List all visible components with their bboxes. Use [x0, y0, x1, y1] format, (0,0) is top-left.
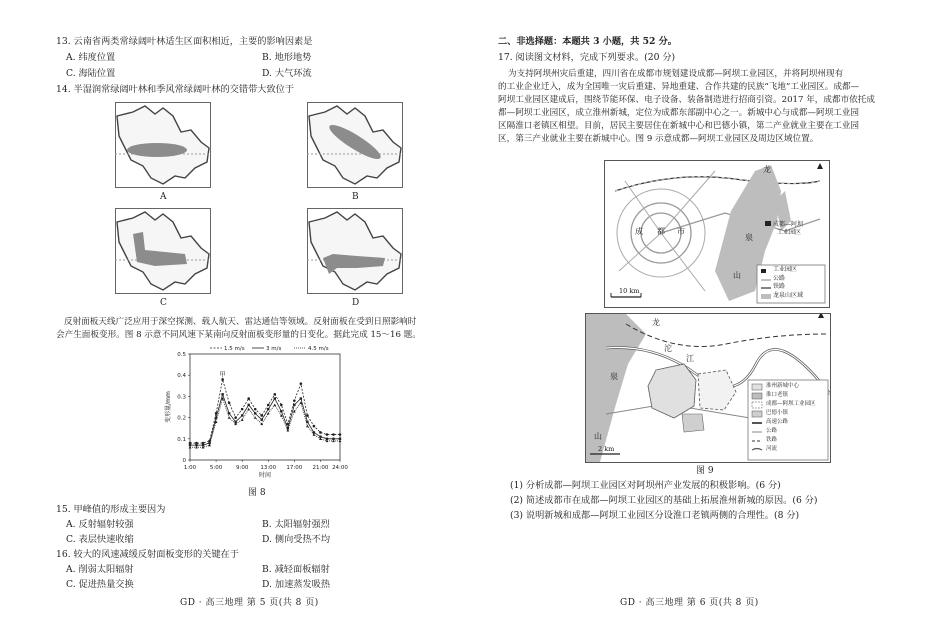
y-tick-label: 0.5 [177, 352, 186, 358]
data-point [254, 412, 256, 414]
map2-mountain-3: 山 [594, 432, 602, 441]
legend-label-1: 3 m/s [266, 346, 282, 352]
figure8-chart [160, 342, 350, 482]
data-point [234, 416, 237, 419]
annotation-jia: 甲 [219, 370, 226, 379]
q16-option-a: A. 削弱太阳辐射 [66, 564, 134, 575]
section-title: 二、非选择题：本题共 3 小题，共 52 分。 [498, 36, 677, 47]
map1-mountain-2: 泉 [745, 233, 753, 242]
x-axis-label: 时间 [258, 472, 272, 479]
intro-line-2: 会产生面板变形。图 8 示意不同风速下某南向反射面板变形量的日变化。据此完成 15～16 题。 [56, 330, 421, 340]
intro-line-1: 反射面板天线广泛应用于深空探测、载人航天、雷达通信等领域。反射面板在受到日照影响时 [64, 317, 417, 327]
data-point [300, 382, 303, 385]
x-tick-label: 21:00 [312, 465, 329, 471]
y-tick-label: 0.2 [177, 415, 186, 422]
data-point [293, 404, 295, 406]
q13-option-d: D. 大气环流 [262, 68, 312, 79]
map2-river-2: 江 [686, 354, 694, 363]
y-tick-label: 0.1 [177, 436, 186, 443]
map2-legend-2: 成都—阿坝工业园区 [766, 401, 816, 407]
data-point [267, 404, 270, 407]
map1-mountain-3: 山 [733, 271, 741, 280]
data-point [273, 403, 276, 406]
x-tick-label: 1:00 [183, 465, 197, 471]
q17-task-2: (2) 简述成都市在成都—阿坝工业园区的基础上拓展淮州新城的原因。(6 分) [510, 495, 818, 506]
map2-mountain-1: 龙 [652, 318, 660, 327]
data-point [339, 433, 342, 436]
data-point [267, 408, 269, 410]
q16-option-b: B. 减轻面板辐射 [262, 564, 330, 575]
map2-scale: 2 km [598, 445, 615, 453]
map1-park-label-1: 成都—阿坝 [773, 221, 804, 228]
q14-label-a: A [160, 192, 167, 202]
q13-stem: 13. 云南省两类常绿阔叶林适生区面积相近，主要的影响因素是 [56, 36, 313, 47]
data-point [306, 425, 309, 428]
q14-map-a [115, 102, 211, 188]
q17-para-5: 区隔淮口老镇区相望。目前，居民主要居住在新城中心和巴德小镇，第二产业就业主要在工业园 [498, 121, 859, 131]
figure8-caption: 图 8 [248, 488, 266, 498]
right-footer: GD · 高三地理 第 6 页(共 8 页) [620, 598, 759, 608]
data-point [280, 404, 283, 407]
x-tick-label: 17:00 [286, 465, 303, 471]
data-point [228, 416, 231, 419]
map1-scale: 10 km [619, 287, 640, 295]
q16-option-d: D. 加速蒸发吸热 [262, 579, 331, 590]
figure9-caption: 图 9 [696, 466, 714, 476]
data-point [260, 414, 263, 417]
q16-stem: 16. 较大的风速减缓反射面板变形的关键在于 [56, 549, 239, 560]
data-point [319, 431, 322, 434]
q14-map-d [307, 208, 403, 294]
series-line-0 [190, 379, 340, 443]
q17-para-1: 为支持阿坝州灾后重建，四川省在成都市规划建设成都—阿坝工业园区，并将阿坝州现有 [508, 69, 844, 79]
x-tick-label: 24:00 [332, 465, 348, 471]
map2-legend-6: 铁路 [766, 437, 778, 443]
q16-option-c: C. 促进热量交换 [66, 579, 134, 590]
data-point [306, 414, 309, 417]
map1-legend-3: 龙泉山区域 [773, 292, 804, 299]
q15-stem: 15. 甲峰值的形成主要因为 [56, 504, 166, 515]
q17-para-3: 阿坝工业园区建成后，围绕节能环保、电子设备、装备制造进行招商引资。2017 年，成都市依托成 [498, 95, 875, 105]
data-point [247, 397, 250, 400]
q17-task-1: (1) 分析成都—阿坝工业园区对阿坝州产业发展的积极影响。(6 分) [510, 480, 781, 491]
q14-map-c [115, 208, 211, 294]
q15-option-d: D. 侧向受热不均 [262, 534, 331, 545]
data-point [293, 399, 296, 402]
q14-label-c: C [160, 298, 167, 308]
data-point [300, 397, 302, 399]
map1-park-label-2: 工业园区 [777, 229, 802, 236]
map2-river-1: 沱 [664, 344, 672, 353]
map1-mountain-1: 龙 [763, 165, 771, 174]
data-point [221, 378, 224, 381]
data-point [241, 414, 243, 416]
q14-stem: 14. 半湿润常绿阔叶林和季风常绿阔叶林的交错带大致位于 [56, 84, 295, 95]
q15-option-b: B. 太阳辐射强烈 [262, 519, 330, 530]
map-huaizhou-new-town [585, 313, 831, 463]
q17-task-3: (3) 说明新城和成都—阿坝工业园区分设淮口老镇两侧的合理性。(8 分) [510, 510, 800, 521]
q17-para-2: 的工业企业迁入，成为全国唯一灾后重建、异地重建、合作共建的民族“飞地”工业园区。成都— [498, 82, 860, 92]
left-footer: GD · 高三地理 第 5 页(共 8 页) [180, 598, 319, 608]
data-point [273, 393, 276, 396]
map2-legend-1: 淮口老镇 [766, 392, 789, 398]
q17-stem: 17. 阅读图文材料，完成下列要求。(20 分) [498, 52, 676, 63]
x-tick-label: 5:00 [209, 465, 223, 471]
q17-para-6: 区，第三产业就业主要在新城中心。图 9 示意成都—阿坝工业园区及周边区域位置。 [498, 134, 819, 144]
plot-frame [190, 354, 340, 460]
data-point [202, 442, 205, 445]
data-point [241, 408, 244, 411]
data-point [247, 408, 250, 411]
y-tick-label: 0.4 [177, 373, 186, 380]
data-point [267, 412, 270, 415]
x-tick-label: 9:00 [235, 465, 249, 471]
data-point [280, 410, 282, 412]
map2-mountain-2: 泉 [610, 372, 618, 381]
q14-label-b: B [352, 192, 359, 202]
data-point [189, 442, 192, 445]
map-chengdu-region [604, 160, 830, 308]
y-axis-label: 变形量/mm [165, 391, 172, 423]
series-line-1 [190, 394, 340, 445]
map2-legend-3: 巴德小镇 [766, 410, 789, 416]
q15-option-a: A. 反射辐射较强 [66, 519, 134, 530]
data-point [228, 412, 230, 414]
map1-legend-0: 工业园区 [773, 266, 798, 273]
map1-legend-2: 铁路 [773, 283, 786, 290]
q14-label-d: D [352, 298, 360, 308]
q14-map-b [307, 102, 403, 188]
map2-legend-0: 淮州新城中心 [766, 383, 800, 389]
data-point [254, 408, 257, 411]
y-tick-label: 0.3 [177, 394, 186, 401]
y-tick-label: 0 [182, 458, 186, 464]
data-point [221, 393, 223, 395]
map1-city-1: 成 [635, 227, 643, 236]
x-tick-label: 13:00 [260, 465, 277, 471]
map1-city-2: 都 [657, 227, 665, 236]
q17-para-4: 都—阿坝工业园区，成立淮州新城，定位为成都东部副中心之一。新城中心与成都—阿坝工业园 [498, 108, 859, 118]
data-point [195, 442, 198, 445]
map1-city-3: 市 [677, 227, 685, 236]
q13-option-c: C. 海陆位置 [66, 68, 116, 79]
map2-legend-4: 高速公路 [766, 419, 789, 425]
data-point [228, 401, 231, 404]
map2-legend-5: 公路 [766, 428, 778, 434]
q15-option-c: C. 表层快速收缩 [66, 534, 134, 545]
data-point [254, 416, 257, 419]
data-point [247, 404, 249, 406]
series-line-2 [190, 399, 340, 448]
data-point [261, 419, 263, 421]
data-point [326, 433, 329, 436]
data-point [274, 397, 276, 399]
map1-legend-1: 公路 [773, 275, 786, 282]
q13-option-b: B. 地形地势 [262, 52, 312, 63]
legend-label-2: 4.5 m/s [308, 346, 329, 352]
legend-label-0: 1.5 m/s [224, 346, 245, 352]
data-point [313, 425, 316, 428]
data-point [332, 433, 335, 436]
q13-option-a: A. 纬度位置 [66, 52, 116, 63]
map2-legend-7: 河流 [766, 446, 778, 452]
